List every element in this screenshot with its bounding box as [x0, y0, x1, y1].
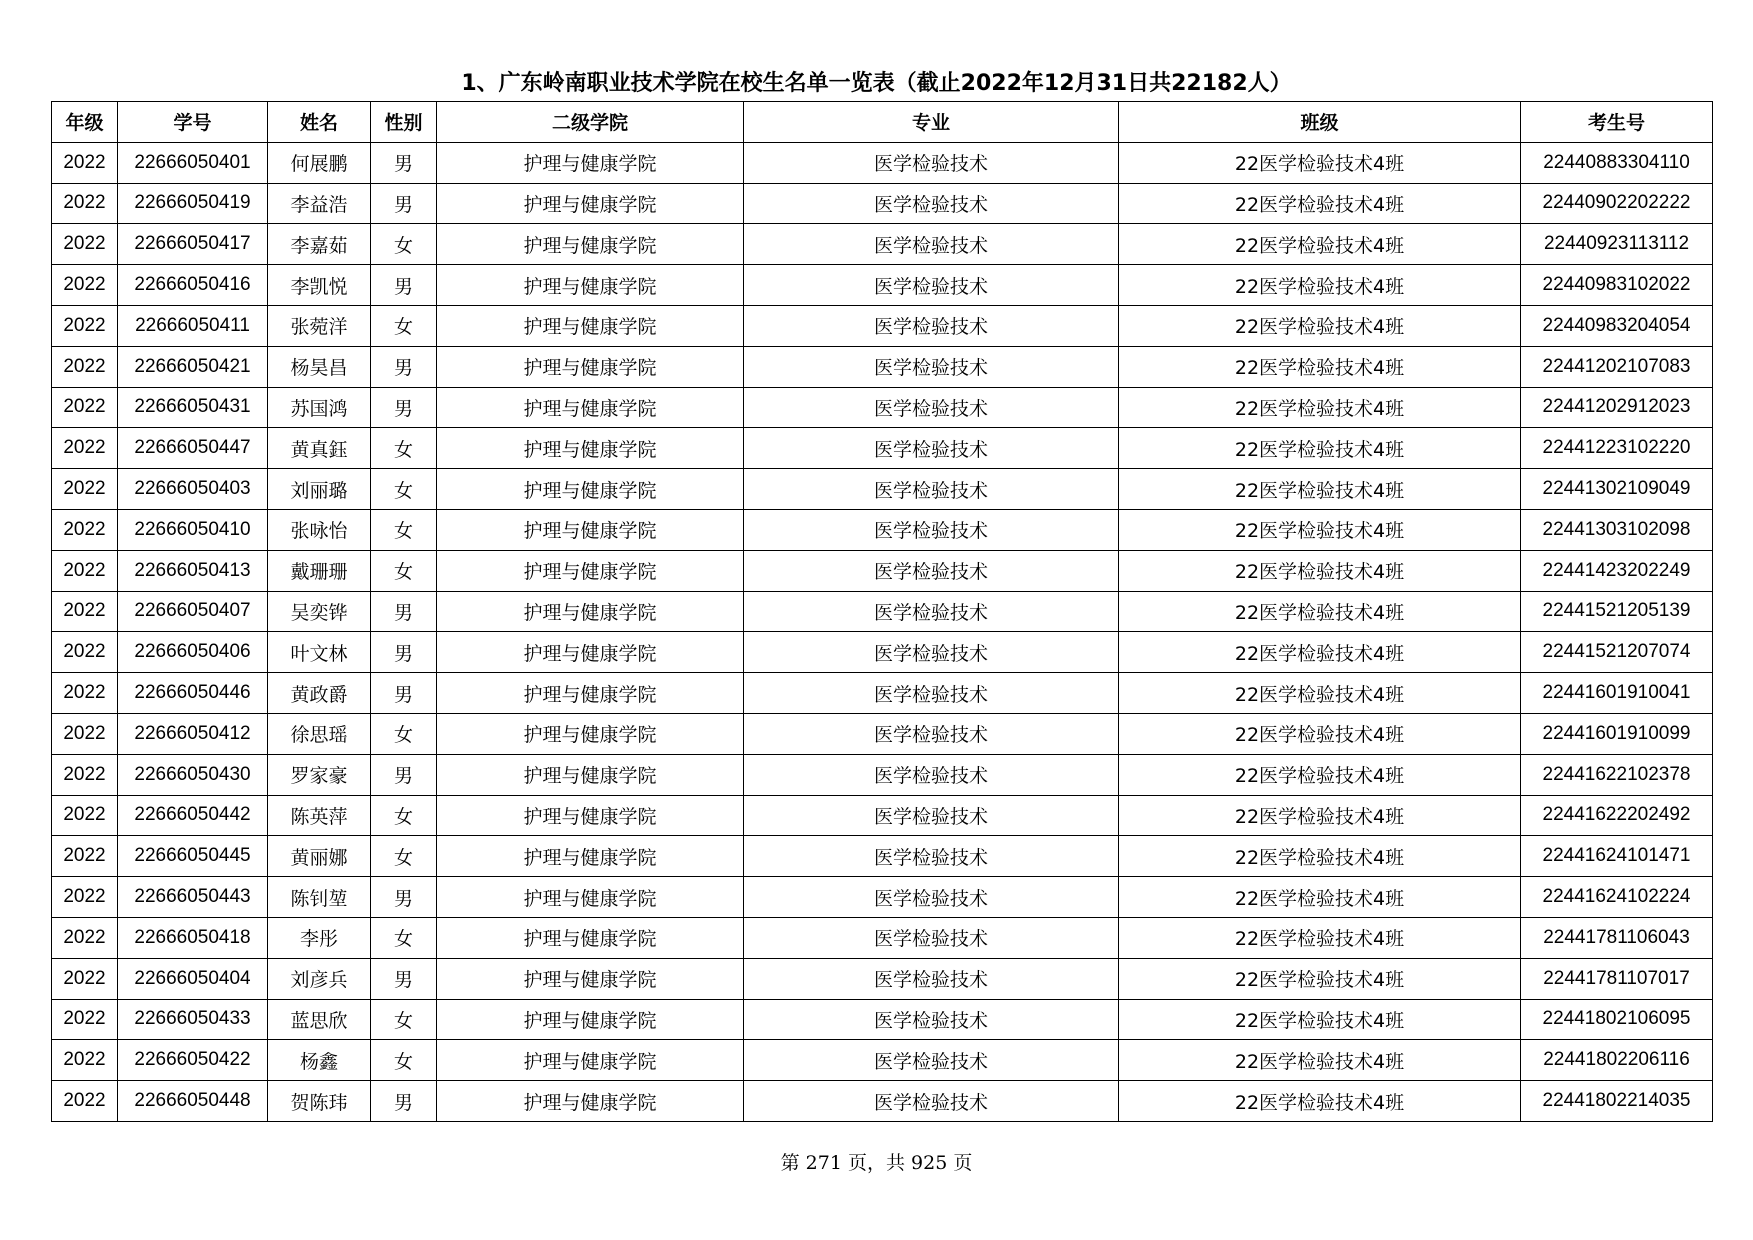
cell-major: 医学检验技术 [744, 877, 1119, 918]
cell-college: 护理与健康学院 [437, 632, 744, 673]
cell-name: 陈英萍 [268, 795, 371, 836]
cell-exam-number: 22441622102378 [1521, 754, 1713, 795]
cell-class: 22医学检验技术4班 [1119, 632, 1521, 673]
cell-gender: 男 [371, 632, 437, 673]
cell-exam-number: 22441601910041 [1521, 673, 1713, 714]
cell-grade: 2022 [52, 673, 118, 714]
table-row [52, 387, 1713, 428]
cell-college: 护理与健康学院 [437, 550, 744, 591]
cell-name: 李嘉茹 [268, 224, 371, 265]
cell-grade: 2022 [52, 265, 118, 306]
cell-gender: 男 [371, 1081, 437, 1122]
cell-major: 医学检验技术 [744, 387, 1119, 428]
cell-college: 护理与健康学院 [437, 754, 744, 795]
header-class: 班级 [1119, 102, 1521, 143]
table-row [52, 265, 1713, 306]
table-row [52, 713, 1713, 754]
page-footer: 第 271 页，共 925 页 [780, 1152, 973, 1174]
cell-exam-number: 22441601910099 [1521, 713, 1713, 754]
cell-class: 22医学检验技术4班 [1119, 877, 1521, 918]
cell-major: 医学检验技术 [744, 999, 1119, 1040]
cell-class: 22医学检验技术4班 [1119, 917, 1521, 958]
cell-exam-number: 22441303102098 [1521, 509, 1713, 550]
cell-student-id: 22666050447 [118, 428, 268, 469]
cell-student-id: 22666050448 [118, 1081, 268, 1122]
cell-college: 护理与健康学院 [437, 142, 744, 183]
cell-class: 22医学检验技术4班 [1119, 469, 1521, 510]
table-row [52, 142, 1713, 183]
cell-name: 徐思瑶 [268, 713, 371, 754]
cell-name: 罗家豪 [268, 754, 371, 795]
cell-exam-number: 22441423202249 [1521, 550, 1713, 591]
cell-student-id: 22666050421 [118, 346, 268, 387]
cell-grade: 2022 [52, 754, 118, 795]
header-college: 二级学院 [437, 102, 744, 143]
cell-name: 刘彦兵 [268, 958, 371, 999]
cell-gender: 男 [371, 958, 437, 999]
cell-name: 吴奕铧 [268, 591, 371, 632]
cell-gender: 男 [371, 142, 437, 183]
cell-exam-number: 22441802106095 [1521, 999, 1713, 1040]
header-major: 专业 [744, 102, 1119, 143]
cell-grade: 2022 [52, 877, 118, 918]
cell-class: 22医学检验技术4班 [1119, 183, 1521, 224]
cell-student-id: 22666050431 [118, 387, 268, 428]
cell-major: 医学检验技术 [744, 550, 1119, 591]
cell-college: 护理与健康学院 [437, 387, 744, 428]
cell-college: 护理与健康学院 [437, 836, 744, 877]
table-row [52, 183, 1713, 224]
cell-exam-number: 22441223102220 [1521, 428, 1713, 469]
header-grade: 年级 [52, 102, 118, 143]
cell-student-id: 22666050417 [118, 224, 268, 265]
cell-gender: 女 [371, 999, 437, 1040]
cell-class: 22医学检验技术4班 [1119, 265, 1521, 306]
table-row [52, 917, 1713, 958]
table-row [52, 795, 1713, 836]
cell-major: 医学检验技术 [744, 142, 1119, 183]
cell-exam-number: 22440983102022 [1521, 265, 1713, 306]
cell-student-id: 22666050446 [118, 673, 268, 714]
cell-gender: 女 [371, 305, 437, 346]
cell-gender: 男 [371, 346, 437, 387]
cell-major: 医学检验技术 [744, 224, 1119, 265]
cell-exam-number: 22441521207074 [1521, 632, 1713, 673]
table-row [52, 673, 1713, 714]
cell-exam-number: 22440902202222 [1521, 183, 1713, 224]
table-row [52, 632, 1713, 673]
cell-student-id: 22666050416 [118, 265, 268, 306]
table-row [52, 877, 1713, 918]
cell-class: 22医学检验技术4班 [1119, 550, 1521, 591]
cell-class: 22医学检验技术4班 [1119, 346, 1521, 387]
cell-student-id: 22666050407 [118, 591, 268, 632]
cell-grade: 2022 [52, 469, 118, 510]
cell-major: 医学检验技术 [744, 754, 1119, 795]
cell-student-id: 22666050410 [118, 509, 268, 550]
cell-gender: 女 [371, 836, 437, 877]
table-header-row [52, 102, 1713, 143]
student-roster-table [51, 101, 1713, 1122]
cell-gender: 男 [371, 673, 437, 714]
cell-student-id: 22666050401 [118, 142, 268, 183]
table-row [52, 509, 1713, 550]
cell-exam-number: 22440883304110 [1521, 142, 1713, 183]
cell-college: 护理与健康学院 [437, 469, 744, 510]
cell-gender: 女 [371, 469, 437, 510]
cell-grade: 2022 [52, 917, 118, 958]
cell-major: 医学检验技术 [744, 713, 1119, 754]
cell-student-id: 22666050404 [118, 958, 268, 999]
cell-college: 护理与健康学院 [437, 917, 744, 958]
cell-name: 蓝思欣 [268, 999, 371, 1040]
cell-student-id: 22666050433 [118, 999, 268, 1040]
cell-name: 黄丽娜 [268, 836, 371, 877]
cell-major: 医学检验技术 [744, 183, 1119, 224]
cell-college: 护理与健康学院 [437, 305, 744, 346]
cell-exam-number: 22441624102224 [1521, 877, 1713, 918]
cell-student-id: 22666050411 [118, 305, 268, 346]
table-row [52, 346, 1713, 387]
document-title: 1、广东岭南职业技术学院在校生名单一览表（截止2022年12月31日共22182人） [461, 71, 1292, 96]
cell-college: 护理与健康学院 [437, 428, 744, 469]
cell-grade: 2022 [52, 550, 118, 591]
cell-student-id: 22666050412 [118, 713, 268, 754]
cell-grade: 2022 [52, 795, 118, 836]
header-student-id: 学号 [118, 102, 268, 143]
cell-college: 护理与健康学院 [437, 224, 744, 265]
cell-class: 22医学检验技术4班 [1119, 673, 1521, 714]
cell-gender: 女 [371, 224, 437, 265]
cell-student-id: 22666050445 [118, 836, 268, 877]
cell-exam-number: 22441624101471 [1521, 836, 1713, 877]
cell-student-id: 22666050419 [118, 183, 268, 224]
cell-college: 护理与健康学院 [437, 1040, 744, 1081]
cell-college: 护理与健康学院 [437, 1081, 744, 1122]
cell-grade: 2022 [52, 346, 118, 387]
cell-exam-number: 22441521205139 [1521, 591, 1713, 632]
header-exam-number: 考生号 [1521, 102, 1713, 143]
cell-name: 杨昊昌 [268, 346, 371, 387]
table-row [52, 1081, 1713, 1122]
cell-class: 22医学检验技术4班 [1119, 387, 1521, 428]
cell-grade: 2022 [52, 183, 118, 224]
cell-college: 护理与健康学院 [437, 265, 744, 306]
cell-exam-number: 22440983204054 [1521, 305, 1713, 346]
cell-gender: 女 [371, 550, 437, 591]
cell-grade: 2022 [52, 387, 118, 428]
cell-student-id: 22666050418 [118, 917, 268, 958]
cell-name: 杨鑫 [268, 1040, 371, 1081]
cell-name: 黄政爵 [268, 673, 371, 714]
cell-major: 医学检验技术 [744, 509, 1119, 550]
cell-exam-number: 22441781107017 [1521, 958, 1713, 999]
table-row [52, 550, 1713, 591]
cell-college: 护理与健康学院 [437, 346, 744, 387]
cell-name: 张菀洋 [268, 305, 371, 346]
cell-grade: 2022 [52, 509, 118, 550]
cell-student-id: 22666050406 [118, 632, 268, 673]
cell-grade: 2022 [52, 1081, 118, 1122]
cell-major: 医学检验技术 [744, 958, 1119, 999]
cell-name: 张咏怡 [268, 509, 371, 550]
cell-student-id: 22666050443 [118, 877, 268, 918]
cell-gender: 男 [371, 754, 437, 795]
cell-major: 医学检验技术 [744, 1081, 1119, 1122]
cell-major: 医学检验技术 [744, 836, 1119, 877]
cell-class: 22医学检验技术4班 [1119, 428, 1521, 469]
cell-exam-number: 22441781106043 [1521, 917, 1713, 958]
header-gender: 性别 [371, 102, 437, 143]
cell-college: 护理与健康学院 [437, 999, 744, 1040]
cell-name: 李彤 [268, 917, 371, 958]
cell-exam-number: 22441802206116 [1521, 1040, 1713, 1081]
cell-name: 李凯悦 [268, 265, 371, 306]
cell-grade: 2022 [52, 591, 118, 632]
cell-class: 22医学检验技术4班 [1119, 1081, 1521, 1122]
cell-college: 护理与健康学院 [437, 795, 744, 836]
cell-gender: 女 [371, 713, 437, 754]
cell-grade: 2022 [52, 836, 118, 877]
cell-student-id: 22666050442 [118, 795, 268, 836]
cell-class: 22医学检验技术4班 [1119, 713, 1521, 754]
cell-class: 22医学检验技术4班 [1119, 754, 1521, 795]
cell-class: 22医学检验技术4班 [1119, 958, 1521, 999]
cell-gender: 男 [371, 877, 437, 918]
cell-gender: 女 [371, 917, 437, 958]
cell-gender: 女 [371, 795, 437, 836]
cell-grade: 2022 [52, 713, 118, 754]
cell-gender: 男 [371, 183, 437, 224]
cell-class: 22医学检验技术4班 [1119, 142, 1521, 183]
cell-college: 护理与健康学院 [437, 713, 744, 754]
cell-name: 陈钊堃 [268, 877, 371, 918]
table-row [52, 999, 1713, 1040]
cell-college: 护理与健康学院 [437, 673, 744, 714]
cell-name: 戴珊珊 [268, 550, 371, 591]
table-row [52, 469, 1713, 510]
cell-exam-number: 22441802214035 [1521, 1081, 1713, 1122]
cell-grade: 2022 [52, 632, 118, 673]
cell-gender: 女 [371, 509, 437, 550]
cell-class: 22医学检验技术4班 [1119, 224, 1521, 265]
cell-exam-number: 22441622202492 [1521, 795, 1713, 836]
cell-name: 贺陈玮 [268, 1081, 371, 1122]
cell-class: 22医学检验技术4班 [1119, 999, 1521, 1040]
cell-exam-number: 22441202912023 [1521, 387, 1713, 428]
cell-class: 22医学检验技术4班 [1119, 591, 1521, 632]
cell-college: 护理与健康学院 [437, 877, 744, 918]
cell-grade: 2022 [52, 958, 118, 999]
cell-gender: 男 [371, 265, 437, 306]
cell-exam-number: 22441202107083 [1521, 346, 1713, 387]
table-row [52, 1040, 1713, 1081]
cell-grade: 2022 [52, 999, 118, 1040]
cell-exam-number: 22440923113112 [1521, 224, 1713, 265]
cell-name: 黄真鈺 [268, 428, 371, 469]
cell-class: 22医学检验技术4班 [1119, 836, 1521, 877]
cell-major: 医学检验技术 [744, 1040, 1119, 1081]
cell-grade: 2022 [52, 142, 118, 183]
cell-major: 医学检验技术 [744, 795, 1119, 836]
cell-major: 医学检验技术 [744, 632, 1119, 673]
table-row [52, 591, 1713, 632]
cell-major: 医学检验技术 [744, 305, 1119, 346]
table-row [52, 224, 1713, 265]
table-row [52, 305, 1713, 346]
cell-college: 护理与健康学院 [437, 591, 744, 632]
table-row [52, 754, 1713, 795]
cell-college: 护理与健康学院 [437, 958, 744, 999]
cell-gender: 男 [371, 387, 437, 428]
cell-major: 医学检验技术 [744, 673, 1119, 714]
cell-class: 22医学检验技术4班 [1119, 1040, 1521, 1081]
header-name: 姓名 [268, 102, 371, 143]
cell-class: 22医学检验技术4班 [1119, 305, 1521, 346]
cell-gender: 女 [371, 428, 437, 469]
table-row [52, 428, 1713, 469]
cell-gender: 女 [371, 1040, 437, 1081]
cell-major: 医学检验技术 [744, 591, 1119, 632]
cell-name: 叶文林 [268, 632, 371, 673]
table-row [52, 836, 1713, 877]
table-body [52, 142, 1713, 1121]
cell-major: 医学检验技术 [744, 469, 1119, 510]
cell-major: 医学检验技术 [744, 428, 1119, 469]
cell-gender: 男 [371, 591, 437, 632]
cell-exam-number: 22441302109049 [1521, 469, 1713, 510]
cell-grade: 2022 [52, 305, 118, 346]
cell-class: 22医学检验技术4班 [1119, 795, 1521, 836]
cell-grade: 2022 [52, 224, 118, 265]
table-row [52, 958, 1713, 999]
cell-name: 刘丽璐 [268, 469, 371, 510]
cell-student-id: 22666050413 [118, 550, 268, 591]
cell-grade: 2022 [52, 428, 118, 469]
cell-college: 护理与健康学院 [437, 183, 744, 224]
cell-name: 李益浩 [268, 183, 371, 224]
cell-grade: 2022 [52, 1040, 118, 1081]
cell-class: 22医学检验技术4班 [1119, 509, 1521, 550]
cell-name: 何展鹏 [268, 142, 371, 183]
cell-student-id: 22666050422 [118, 1040, 268, 1081]
cell-major: 医学检验技术 [744, 265, 1119, 306]
cell-major: 医学检验技术 [744, 346, 1119, 387]
cell-student-id: 22666050430 [118, 754, 268, 795]
cell-college: 护理与健康学院 [437, 509, 744, 550]
cell-name: 苏国鸿 [268, 387, 371, 428]
cell-student-id: 22666050403 [118, 469, 268, 510]
cell-major: 医学检验技术 [744, 917, 1119, 958]
